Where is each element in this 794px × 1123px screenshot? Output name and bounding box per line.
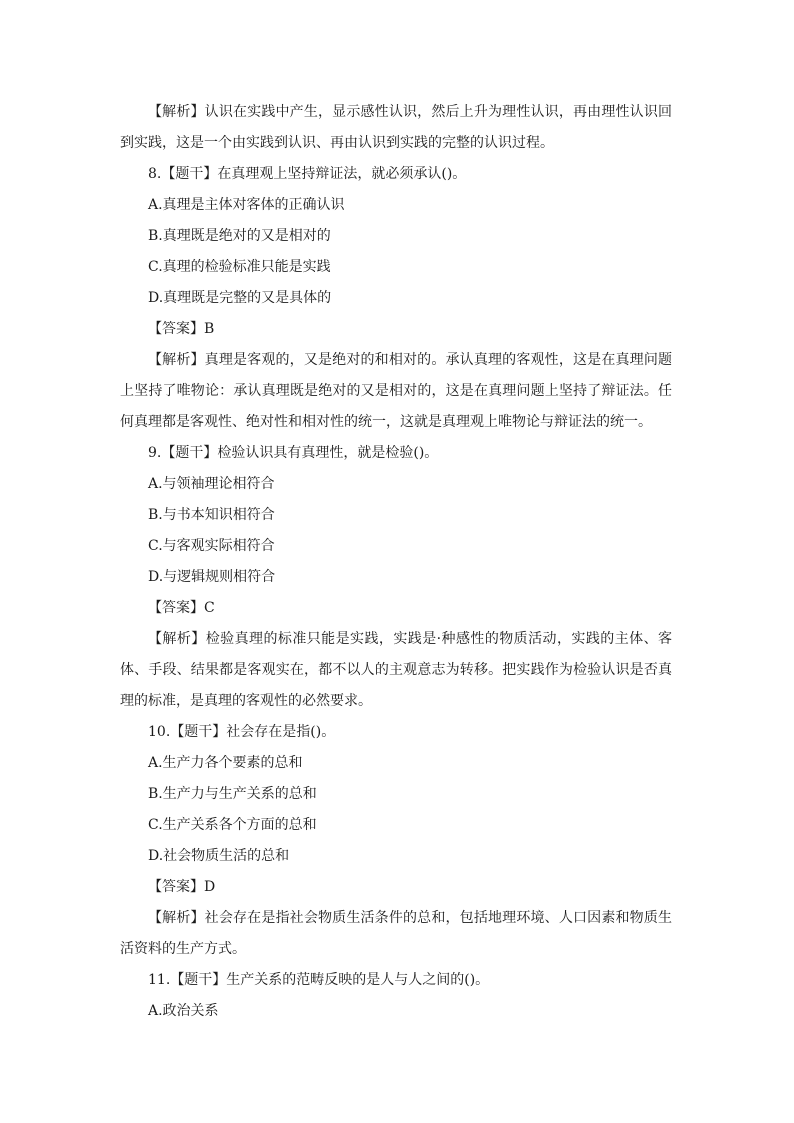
option-b: B.生产力与生产关系的总和 — [148, 786, 317, 802]
analysis-paragraph: 【解析】社会存在是指社会物质生活条件的总和，包括地理环境、人口因素和物质生活资料的生产方式。 — [120, 910, 672, 957]
option-a: A.真理是主体对客体的正确认识 — [148, 197, 345, 213]
question-stem-9: 9.【题干】检验认识具有真理性，就是检验()。 — [148, 445, 439, 461]
answer-line: 【答案】B — [148, 321, 215, 337]
question-stem-10: 10.【题干】社会存在是指()。 — [148, 724, 336, 740]
option-a: A.生产力各个要素的总和 — [148, 755, 303, 771]
answer-line: 【答案】D — [148, 879, 216, 895]
option-a: A.政治关系 — [148, 1003, 219, 1019]
option-b: B.与书本知识相符合 — [148, 507, 275, 523]
option-c: C.与客观实际相符合 — [148, 538, 275, 554]
question-stem-8: 8.【题干】在真理观上坚持辩证法，就必须承认()。 — [148, 166, 467, 182]
question-stem-11: 11.【题干】生产关系的范畴反映的是人与人之间的()。 — [148, 972, 490, 988]
document-body — [120, 97, 672, 1027]
option-d: D.真理既是完整的又是具体的 — [148, 290, 332, 306]
option-d: D.与逻辑规则相符合 — [148, 569, 276, 585]
answer-line: 【答案】C — [148, 600, 215, 616]
analysis-paragraph: 【解析】检验真理的标准只能是实践，实践是·种感性的物质活动，实践的主体、客体、手段、结果都是客观实在，都不以人的主观意志为转移。把实践作为检验认识是否真理的标准，是真理的客观性的必然要求。 — [120, 631, 672, 709]
option-c: C.生产关系各个方面的总和 — [148, 817, 317, 833]
option-b: B.真理既是绝对的又是相对的 — [148, 228, 331, 244]
analysis-paragraph: 【解析】真理是客观的，又是绝对的和相对的。承认真理的客观性，这是在真理问题上坚持了唯物论：承认真理既是绝对的又是相对的，这是在真理问题上坚持了辩证法。任何真理都是客观性、绝对性和相对性的统一，这就是真理观上唯物论与辩证法的统一。 — [120, 352, 672, 430]
option-a: A.与领袖理论相符合 — [148, 476, 275, 492]
option-c: C.真理的检验标准只能是实践 — [148, 259, 331, 275]
analysis-paragraph: 【解析】认识在实践中产生，显示感性认识，然后上升为理性认识，再由理性认识回到实践，这是一个由实践到认识、再由认识到实践的完整的认识过程。 — [120, 104, 672, 151]
option-d: D.社会物质生活的总和 — [148, 848, 290, 864]
